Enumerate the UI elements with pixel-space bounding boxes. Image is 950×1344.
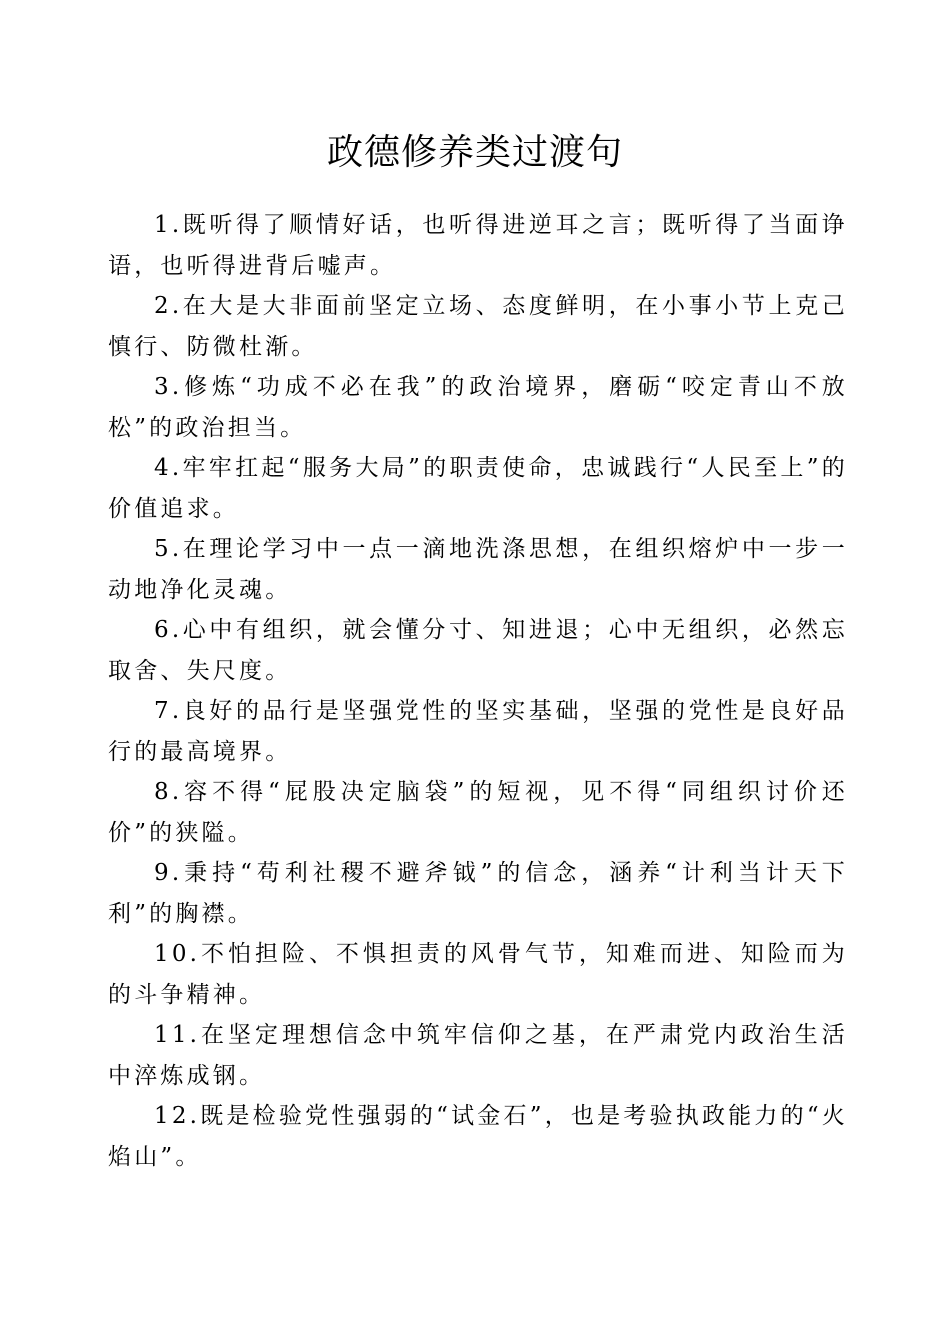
- paragraph-10: 10.不怕担险、不惧担责的风骨气节，知难而进、知险而为的斗争精神。: [108, 941, 848, 1008]
- document-title: 政德修养类过渡句: [326, 132, 623, 173]
- paragraph-3: 3.修炼“功成不必在我”的政治境界，磨砺“咬定青山不放松”的政治担当。: [108, 374, 848, 441]
- paragraph-8: 8.容不得“屁股决定脑袋”的短视，见不得“同组织讨价还价”的狭隘。: [108, 779, 848, 846]
- paragraph-9: 9.秉持“苟利社稷不避斧钺”的信念，涵养“计利当计天下利”的胸襟。: [108, 860, 848, 927]
- document-body: [108, 205, 848, 1177]
- paragraph-2: 2.在大是大非面前坚定立场、态度鲜明，在小事小节上克己慎行、防微杜渐。: [108, 293, 848, 360]
- paragraph-1: 1.既听得了顺情好话，也听得进逆耳之言；既听得了当面诤语，也听得进背后嘘声。: [108, 212, 848, 279]
- paragraph-12: 12.既是检验党性强弱的“试金石”，也是考验执政能力的“火焰山”。: [108, 1103, 848, 1170]
- paragraph-7: 7.良好的品行是坚强党性的坚实基础，坚强的党性是良好品行的最高境界。: [108, 698, 848, 765]
- paragraph-5: 5.在理论学习中一点一滴地洗涤思想，在组织熔炉中一步一动地净化灵魂。: [108, 536, 848, 603]
- paragraph-11: 11.在坚定理想信念中筑牢信仰之基，在严肃党内政治生活中淬炼成钢。: [108, 1022, 848, 1089]
- paragraph-4: 4.牢牢扛起“服务大局”的职责使命，忠诚践行“人民至上”的价值追求。: [108, 455, 848, 522]
- paragraph-6: 6.心中有组织，就会懂分寸、知进退；心中无组织，必然忘取舍、失尺度。: [108, 617, 848, 684]
